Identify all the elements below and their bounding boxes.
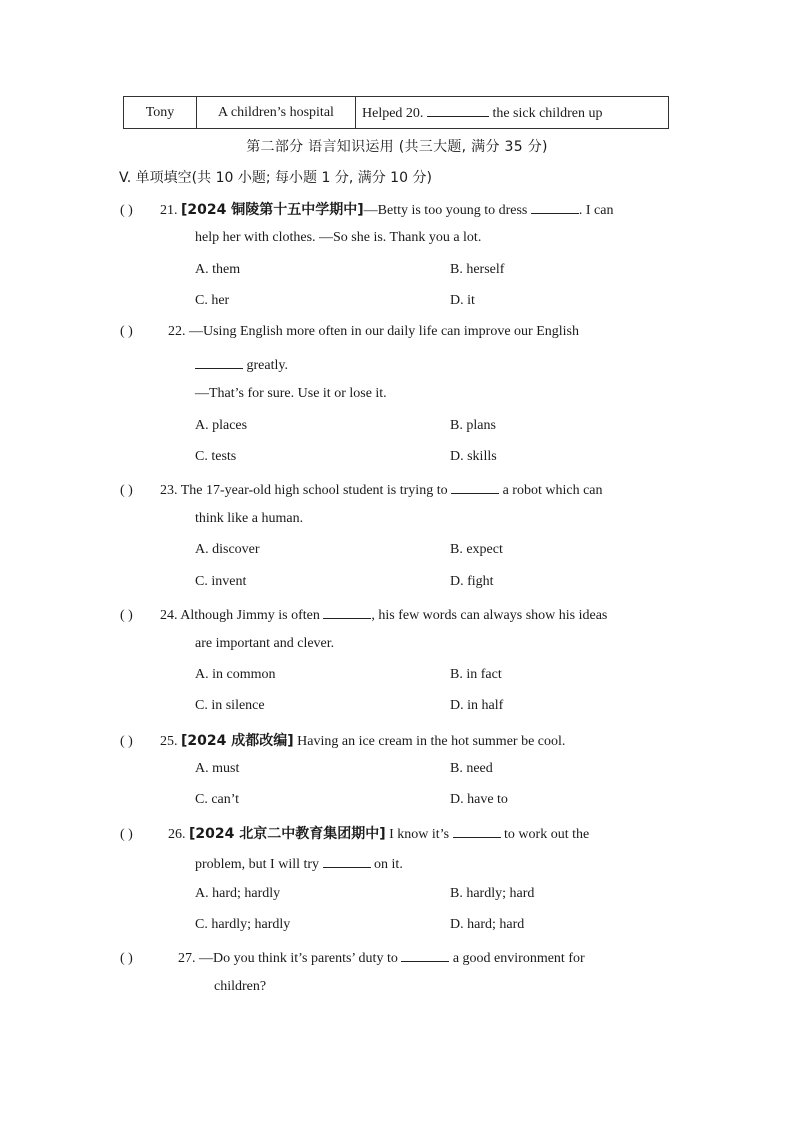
question-number: 26. (168, 827, 186, 842)
answer-blank[interactable] (451, 480, 499, 494)
question-text: Having an ice cream in the hot summer be cool. (293, 734, 566, 749)
question-24 (120, 605, 674, 624)
question-22 (120, 324, 674, 340)
table-row (124, 97, 669, 129)
answer-blank[interactable] (401, 948, 449, 962)
option-c[interactable]: C. invent (195, 574, 247, 589)
option-a[interactable]: A. them (195, 262, 241, 277)
option-c[interactable]: C. in silence (195, 698, 265, 713)
question-text: —Betty is too young to dress (363, 203, 528, 218)
question-21 (120, 199, 674, 219)
answer-paren[interactable]: ( ) (120, 483, 133, 498)
answer-paren[interactable]: ( ) (120, 203, 133, 218)
section-title: 第二部分 语言知识运用 (共三大题, 满分 35 分) (246, 139, 548, 155)
question-number: 23. (160, 483, 178, 498)
question-21-line2: help her with clothes. —So she is. Thank you a lot. (195, 230, 482, 245)
question-number: 27. (178, 951, 196, 966)
answer-blank[interactable] (531, 200, 579, 214)
option-c[interactable]: C. hardly; hardly (195, 917, 291, 932)
question-24-line2: are important and clever. (195, 636, 335, 651)
option-b[interactable]: B. herself (450, 262, 505, 277)
question-text: problem, but I will try (195, 857, 320, 872)
part-title: V. 单项填空(共 10 小题; 每小题 1 分, 满分 10 分) (119, 170, 432, 186)
question-text-after: . I can (578, 203, 614, 218)
option-b[interactable]: B. expect (450, 542, 503, 557)
question-text-after: on it. (370, 857, 403, 872)
question-number: 25. (160, 734, 178, 749)
answer-blank[interactable] (195, 355, 243, 369)
table-cell-name: Tony (124, 97, 197, 129)
option-a[interactable]: A. must (195, 761, 240, 776)
question-27-line2: children? (214, 979, 267, 994)
answer-paren[interactable]: ( ) (120, 827, 133, 842)
question-text: —Using English more often in our daily life can improve our English (189, 324, 579, 339)
option-c[interactable]: C. tests (195, 449, 237, 464)
question-text: Although Jimmy is often (180, 608, 320, 623)
answer-paren[interactable]: ( ) (120, 324, 133, 339)
option-d[interactable]: D. have to (450, 792, 508, 807)
question-text-after: a robot which can (499, 483, 603, 498)
table-cell-place: A children’s hospital (197, 97, 356, 129)
option-b[interactable]: B. hardly; hard (450, 886, 535, 901)
answer-blank[interactable] (323, 854, 371, 868)
question-text: I know it’s (385, 827, 450, 842)
option-d[interactable]: D. skills (450, 449, 497, 464)
answer-paren[interactable]: ( ) (120, 951, 133, 966)
question-22-line2 (195, 355, 288, 374)
answer-blank[interactable] (323, 605, 371, 619)
question-source: [2024 北京二中教育集团期中] (189, 826, 386, 842)
option-b[interactable]: B. need (450, 761, 493, 776)
question-number: 24. (160, 608, 178, 623)
question-source: [2024 成都改编] (181, 733, 294, 749)
option-c[interactable]: C. can’t (195, 792, 240, 807)
question-text-after: , his few words can always show his ideas (371, 608, 608, 623)
option-d[interactable]: D. it (450, 293, 475, 308)
question-27 (120, 948, 674, 967)
table-cell-work (356, 97, 669, 129)
question-text-after: greatly. (243, 358, 288, 373)
question-number: 22. (168, 324, 186, 339)
option-a[interactable]: A. in common (195, 667, 276, 682)
option-b[interactable]: B. in fact (450, 667, 502, 682)
option-b[interactable]: B. plans (450, 418, 496, 433)
question-26-line2 (195, 854, 403, 873)
option-a[interactable]: A. hard; hardly (195, 886, 281, 901)
answer-blank[interactable] (453, 824, 501, 838)
option-d[interactable]: D. fight (450, 574, 494, 589)
work-suffix: the sick children up (492, 106, 603, 121)
question-text: —Do you think it’s parents’ duty to (199, 951, 398, 966)
answer-paren[interactable]: ( ) (120, 608, 133, 623)
question-text-after: a good environment for (449, 951, 585, 966)
question-26 (120, 823, 674, 843)
info-table (123, 96, 669, 129)
question-23 (120, 480, 674, 499)
option-c[interactable]: C. her (195, 293, 230, 308)
option-d[interactable]: D. hard; hard (450, 917, 525, 932)
question-25 (120, 730, 674, 750)
option-a[interactable]: A. discover (195, 542, 260, 557)
question-22-line3: —That’s for sure. Use it or lose it. (195, 386, 387, 401)
question-23-line2: think like a human. (195, 511, 304, 526)
question-text-after: to work out the (500, 827, 590, 842)
answer-blank-20[interactable] (427, 103, 489, 117)
question-source: [2024 铜陵第十五中学期中] (181, 202, 364, 218)
work-prefix: Helped 20. (362, 106, 424, 121)
question-number: 21. (160, 203, 178, 218)
answer-paren[interactable]: ( ) (120, 734, 133, 749)
option-d[interactable]: D. in half (450, 698, 504, 713)
question-text: The 17-year-old high school student is trying to (180, 483, 448, 498)
option-a[interactable]: A. places (195, 418, 248, 433)
